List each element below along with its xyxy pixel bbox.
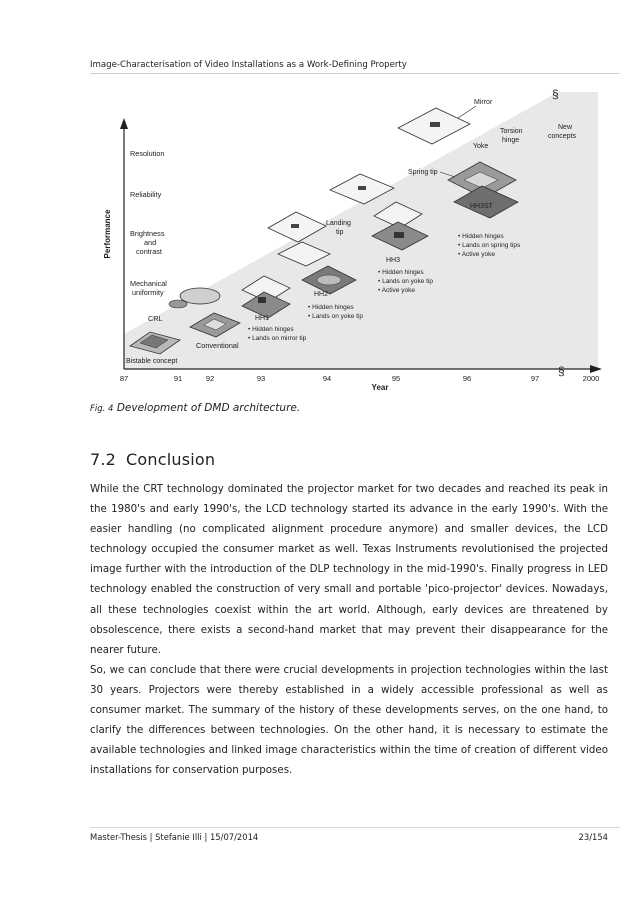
paragraph-1: While the CRT technology dominated the projector market for two decades and reached its peak in the 1980's and early 1990's, the LCD technology started its advance in the early 1990's. With the easier handling (no complicated alignment procedure anymore) and smaller devices, the LCD technology occupied the consumer market as well. Texas Instruments revolutionised the projected image further with the introduction of the DLP technology in the mid-1990's. Finally progress in LED technology enabled the construction of very small and portable 'pico-projector' devices. Nowadays, all these technologies coexist within the art world. Although, early devices are threatened by obsolescence, there exists a second-hand market that may prevent their disappearance for the nearer future. bbox=[90, 483, 608, 656]
dmd-architecture-figure bbox=[103, 84, 608, 392]
y-level-contrast: contrast bbox=[136, 247, 162, 256]
hh3st-bullet-3: • Active yoke bbox=[458, 251, 495, 258]
y-axis-label: Performance bbox=[103, 209, 112, 259]
section-number: 7.2 bbox=[90, 450, 117, 469]
x-tick-94: 94 bbox=[322, 374, 332, 383]
y-level-and: and bbox=[144, 238, 157, 247]
x-tick-93: 93 bbox=[256, 374, 266, 383]
running-header: Image-Characterisation of Video Installations as a Work-Defining Property bbox=[90, 60, 407, 70]
hh3-bullet-1: • Hidden hinges bbox=[378, 269, 424, 276]
label-hh2: HH2 bbox=[314, 291, 329, 298]
footer-divider bbox=[90, 827, 620, 828]
axis-break-top: § bbox=[552, 87, 559, 101]
x-tick-96: 96 bbox=[462, 374, 472, 383]
header-divider bbox=[90, 73, 620, 74]
label-hh3: HH3 bbox=[386, 257, 401, 264]
body-text bbox=[90, 479, 608, 780]
figure-caption-text: Development of DMD architecture. bbox=[116, 402, 301, 414]
label-crl: CRL bbox=[148, 314, 163, 323]
axis-break-bottom: § bbox=[558, 364, 565, 378]
hh3-bullet-2: • Lands on yoke tip bbox=[378, 278, 434, 285]
label-hh3st: HH3ST bbox=[470, 203, 493, 210]
y-level-reliability: Reliability bbox=[130, 190, 162, 199]
label-hh1: HH1 bbox=[255, 315, 270, 322]
label-torsion-2: hinge bbox=[502, 137, 520, 144]
y-level-brightness: Brightness bbox=[130, 229, 165, 238]
footer-author-date: Master-Thesis | Stefanie Illi | 15/07/2014 bbox=[90, 832, 259, 842]
section-title: Conclusion bbox=[126, 450, 216, 469]
figure-caption-number: Fig. 4 bbox=[90, 404, 114, 414]
x-axis-label: Year bbox=[371, 383, 389, 392]
y-level-resolution: Resolution bbox=[130, 149, 165, 158]
x-tick-2000: 2000 bbox=[582, 374, 600, 383]
label-landing-tip-2: tip bbox=[336, 229, 344, 236]
x-tick-91: 91 bbox=[173, 374, 183, 383]
label-mirror: Mirror bbox=[474, 99, 493, 106]
paragraph-2: So, we can conclude that there were crucial developments in projection technologies within the last 30 years. Projectors were thereby established in a widely accessible professional as well as consumer market. The summary of the history of these developments serves, on the one hand, to clarify the differences between technologies. On the other hand, it is necessary to estimate the available technologies and linked image characteristics within the time of creation of different video installations for conservation purposes. bbox=[90, 663, 608, 777]
hh1-bullet-2: • Lands on mirror tip bbox=[248, 335, 307, 342]
label-spring-tip: Spring tip bbox=[408, 169, 438, 176]
label-new-2: concepts bbox=[548, 133, 577, 140]
section-heading bbox=[90, 450, 215, 469]
label-new-1: New bbox=[558, 124, 573, 131]
x-tick-92: 92 bbox=[205, 374, 215, 383]
label-yoke: Yoke bbox=[473, 143, 489, 150]
hh3st-bullet-1: • Hidden hinges bbox=[458, 233, 504, 240]
figure-caption bbox=[90, 402, 300, 414]
label-torsion-1: Torsion bbox=[500, 128, 523, 135]
x-tick-97: 97 bbox=[530, 374, 540, 383]
y-level-uniformity: uniformity bbox=[132, 288, 164, 297]
x-tick-87: 87 bbox=[119, 374, 129, 383]
y-level-mechanical: Mechanical bbox=[130, 279, 167, 288]
hh3-bullet-3: • Active yoke bbox=[378, 287, 415, 294]
footer-page-number: 23/154 bbox=[578, 832, 608, 842]
hh2-bullet-2: • Lands on yoke tip bbox=[308, 313, 364, 320]
x-tick-95: 95 bbox=[391, 374, 401, 383]
hh2-bullet-1: • Hidden hinges bbox=[308, 304, 354, 311]
label-landing-tip-1: Landing bbox=[326, 220, 351, 227]
label-bistable: Bistable concept bbox=[126, 358, 178, 365]
hh1-bullet-1: • Hidden hinges bbox=[248, 326, 294, 333]
hh3st-bullet-2: • Lands on spring tips bbox=[458, 242, 521, 249]
label-conventional: Conventional bbox=[196, 341, 239, 350]
